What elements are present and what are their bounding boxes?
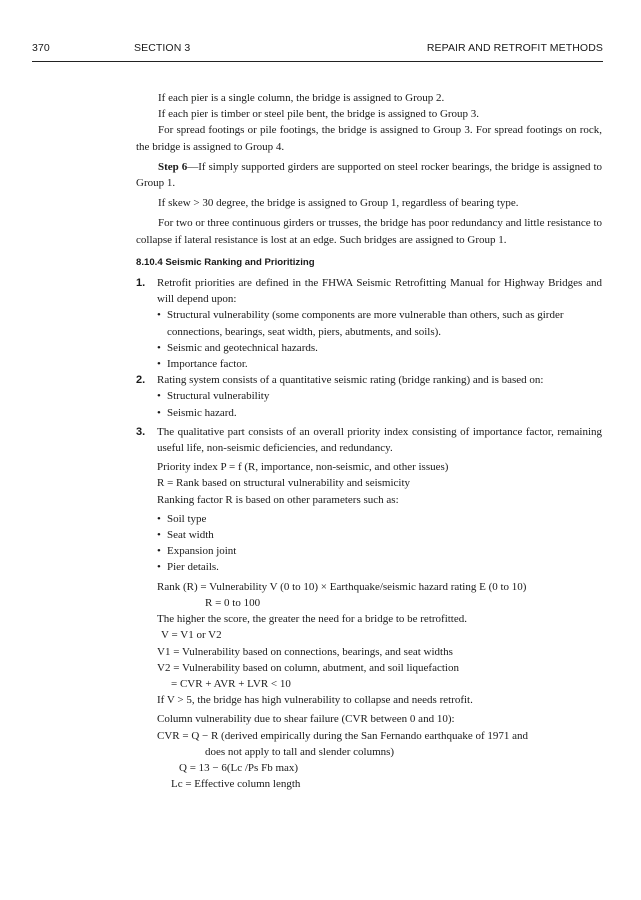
- v1-definition: V1 = Vulnerability based on connections, bearings, and seat widths: [157, 645, 453, 658]
- paragraph: Column vulnerability due to shear failure (CVR between 0 and 10):: [157, 713, 455, 726]
- v-equation: V = V1 or V2: [161, 629, 222, 642]
- lc-definition: Lc = Effective column length: [171, 778, 301, 791]
- page-number: 370: [32, 42, 50, 54]
- step-6-paragraph: [136, 159, 602, 191]
- list-item: • Expansion joint: [157, 545, 237, 558]
- section-label: SECTION 3: [134, 42, 191, 54]
- item-text: Retrofit priorities are defined in the FHWA Seismic Retrofitting Manual for Highway Bridges and will depend upon:: [157, 277, 602, 306]
- section-heading: 8.10.4 Seismic Ranking and Prioritizing: [136, 256, 315, 268]
- step-text: —If simply supported girders are supported on steel rocker bearings, the bridge is assigned to Group 1.: [136, 160, 603, 190]
- sum-equation: = CVR + AVR + LVR < 10: [171, 677, 291, 690]
- list-item: • Soil type: [157, 512, 207, 525]
- list-item: • Seat width: [157, 529, 214, 542]
- paragraph: If each pier is a single column, the bridge is assigned to Group 2.: [158, 92, 445, 104]
- body-text: [136, 90, 602, 792]
- list-item: • Structural vulnerability (some components are more vulnerable than others, such as girder connections, bearings, seat width, piers, abutments, and soils).: [157, 309, 564, 338]
- step-label: Step 6: [158, 160, 188, 173]
- paragraph: If each pier is timber or steel pile bent, the bridge is assigned to Group 3.: [158, 108, 480, 121]
- rank-equation: Rank (R) = Vulnerability V (0 to 10) × Earthquake/seismic hazard rating E (0 to 10): [157, 580, 527, 593]
- list-item: • Pier details.: [157, 561, 219, 574]
- priority-index: Priority index P = f (R, importance, non-seismic, and other issues): [157, 461, 449, 474]
- paragraph: The higher the score, the greater the need for a bridge to be retrofitted.: [157, 613, 467, 626]
- numbered-item-3: [136, 424, 602, 792]
- rank-definition: R = Rank based on structural vulnerability and seismicity: [157, 477, 411, 490]
- item-number: 2.: [136, 374, 146, 387]
- item-text: The qualitative part consists of an overall priority index consisting of importance factor, remaining useful life, non-seismic deficiencies, and redundancy.: [157, 425, 602, 455]
- item-number: 1.: [136, 277, 146, 290]
- item-number: 3.: [136, 425, 146, 438]
- ranking-factor: Ranking factor R is based on other parameters such as:: [157, 493, 399, 506]
- paragraph: If skew > 30 degree, the bridge is assigned to Group 1, regardless of bearing type.: [158, 197, 519, 210]
- bullet-list: [157, 307, 602, 372]
- list-item: • Importance factor.: [157, 358, 248, 371]
- running-title: REPAIR AND RETROFIT METHODS: [426, 42, 603, 54]
- cvr-equation-continued: does not apply to tall and slender columns): [205, 745, 395, 758]
- list-item: • Seismic and geotechnical hazards.: [157, 341, 318, 354]
- numbered-item-2: [136, 372, 602, 421]
- bullet-list: [157, 388, 602, 420]
- item-text: Rating system consists of a quantitative seismic rating (bridge ranking) and is based on:: [157, 374, 544, 387]
- numbered-item-1: [136, 275, 602, 372]
- q-equation: Q = 13 − 6(Lc /Ps Fb max): [179, 761, 299, 774]
- bullet-list: [157, 511, 602, 576]
- list-item: • Structural vulnerability: [157, 390, 270, 403]
- list-item: • Seismic hazard.: [157, 406, 237, 419]
- r-range-equation: R = 0 to 100: [205, 596, 261, 609]
- paragraph: If V > 5, the bridge has high vulnerability to collapse and needs retrofit.: [157, 694, 473, 707]
- header-rule: [32, 61, 603, 62]
- running-header: [32, 42, 603, 58]
- paragraph: For spread footings or pile footings, the bridge is assigned to Group 3. For spread footings on rock, the bridge is assigned to Group 4.: [136, 124, 602, 153]
- cvr-equation: CVR = Q − R (derived empirically during the San Fernando earthquake of 1971 and: [157, 729, 529, 742]
- v2-definition: V2 = Vulnerability based on column, abutment, and soil liquefaction: [157, 661, 459, 674]
- paragraph: For two or three continuous girders or trusses, the bridge has poor redundancy and little resistance to collapse if lateral resistance is lost at an edge. Such bridges are assigned to Group 1.: [136, 217, 602, 246]
